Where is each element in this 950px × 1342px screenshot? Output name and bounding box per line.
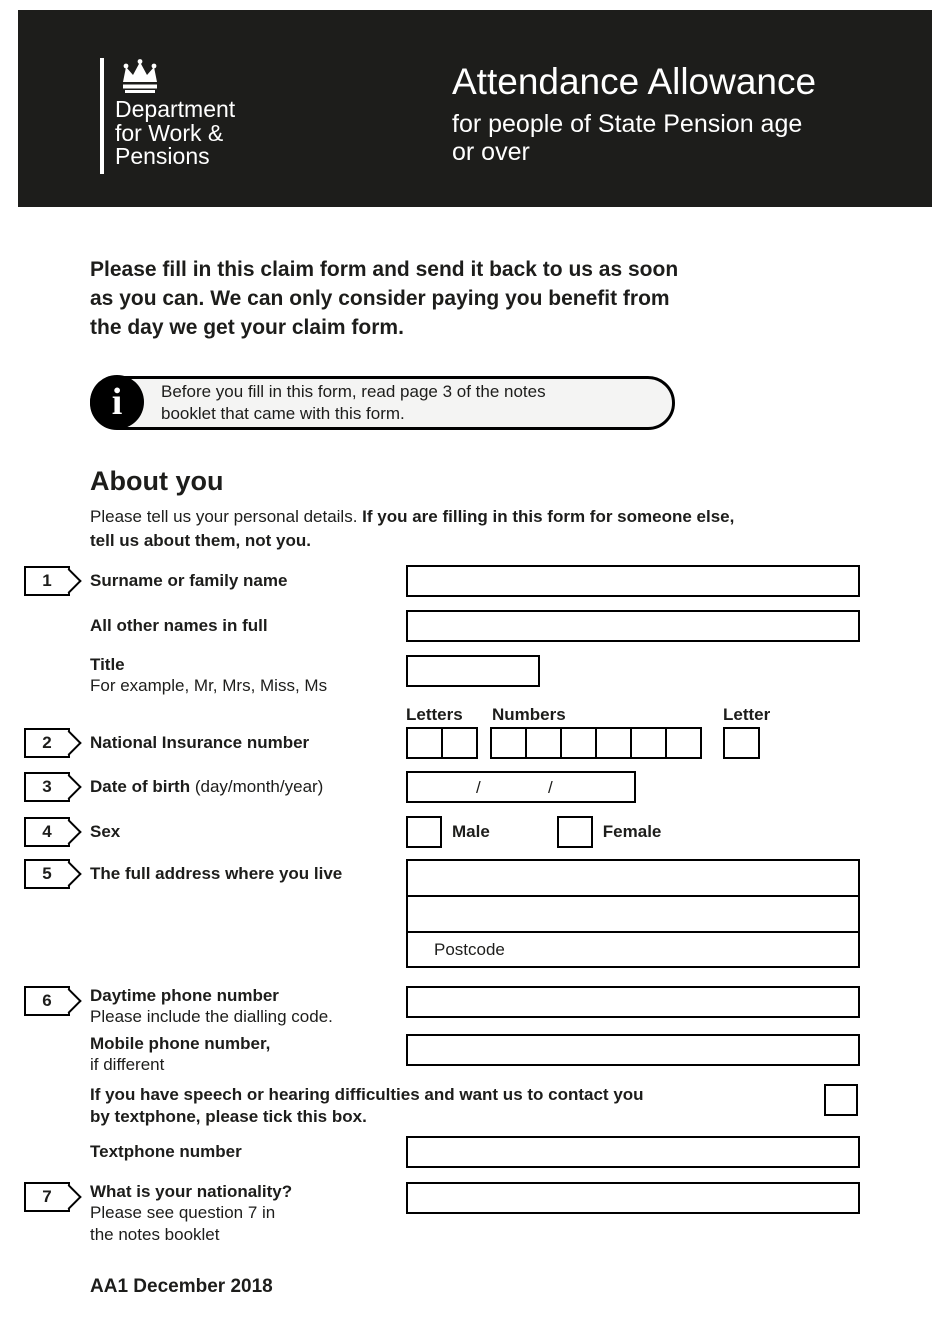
ni-number-box-4[interactable] [595,727,632,759]
other-names-label: All other names in full [90,616,268,635]
intro-line3: the day we get your claim form. [90,316,404,339]
ni-letter-box-1[interactable] [406,727,443,759]
ni-numbers-header: Numbers [492,705,566,724]
title-label: Title [90,655,125,674]
question-row-surname [24,565,950,597]
question-row-dob [24,771,950,803]
ni-number-box-3[interactable] [560,727,597,759]
section-heading-about-you: About you [90,466,224,496]
question-number-4: 4 [24,817,70,847]
info-callout [90,376,675,430]
nationality-hint-line1: Please see question 7 in [90,1203,276,1222]
question-row-daytime-phone [24,986,950,1028]
dept-name-line2: for Work & [115,119,224,146]
daytime-phone-label: Daytime phone number [90,986,279,1005]
intro-line1: Please fill in this claim form and send it back to us as soon [90,258,679,281]
ni-letter-box-2[interactable] [441,727,478,759]
textphone-notice-line2: by textphone, please tick this box. [90,1107,367,1126]
title-input[interactable] [406,655,540,687]
form-header [18,10,932,207]
postcode-label: Postcode [434,939,505,959]
address-line-1-input[interactable] [408,861,858,897]
intro-line2: as you can. We can only consider paying you benefit from [90,287,670,310]
sex-label: Sex [90,822,121,841]
dob-label [90,776,406,798]
question-number-6: 6 [24,986,70,1016]
mobile-phone-hint: if different [90,1055,165,1074]
form-id-footer: AA1 December 2018 [90,1276,273,1297]
address-label: The full address where you live [90,864,343,883]
ni-numbers-group [490,727,700,759]
dob-separator-1: / [476,778,481,797]
crown-icon [117,58,163,94]
info-text-line1: Before you fill in this form, read page 3 of the notes [161,382,546,401]
title-hint: For example, Mr, Mrs, Miss, Ms [90,676,328,695]
mobile-phone-label: Mobile phone number, [90,1034,271,1053]
logo-divider-bar [100,58,104,174]
nationality-label: What is your nationality? [90,1182,293,1201]
question-row-nationality [24,1182,950,1246]
about-intro-bold1: If you are filling in this form for someone else, [362,507,735,526]
dob-input[interactable] [406,771,636,803]
other-names-input[interactable] [406,610,860,642]
surname-input[interactable] [406,565,860,597]
dept-name-line3: Pensions [115,143,210,169]
ni-number-input-group [406,727,860,759]
surname-label: Surname or family name [90,571,288,590]
ni-letter-header: Letter [723,705,771,724]
about-intro-bold2: tell us about them, not you. [90,531,311,550]
daytime-phone-hint: Please include the dialling code. [90,1007,333,1026]
ni-number-box-6[interactable] [665,727,702,759]
ni-number-box-1[interactable] [490,727,527,759]
question-number-2: 2 [24,728,70,758]
dob-label-bold: Date of birth [90,777,191,796]
nationality-hint-line2: the notes booklet [90,1225,220,1244]
info-text-line2: booklet that came with this form. [161,404,405,423]
about-intro [90,505,950,553]
address-input-box [406,859,860,968]
question-row-address [24,859,950,968]
mobile-phone-input[interactable] [406,1034,860,1066]
female-label: Female [602,822,662,841]
question-number-3: 3 [24,772,70,802]
daytime-phone-input[interactable] [406,986,860,1018]
question-row-other-names [24,610,950,642]
about-intro-regular: Please tell us your personal details. [90,507,358,526]
ni-number-box-5[interactable] [630,727,667,759]
ni-number-label: National Insurance number [90,733,310,752]
form-subtitle-line2: or over [452,138,530,166]
male-label: Male [452,822,490,841]
dob-separator-2: / [548,778,553,797]
question-row-mobile-phone [24,1034,950,1076]
question-number-7: 7 [24,1182,70,1212]
form-subtitle-line1: for people of State Pension age [452,110,803,138]
question-row-sex [24,816,950,848]
question-number-5: 5 [24,859,70,889]
textphone-notice-line1: If you have speech or hearing difficulties and want us to contact you [90,1085,644,1104]
dept-name-line1: Department [115,96,236,122]
postcode-input[interactable] [408,933,858,966]
question-number-1: 1 [24,566,70,596]
ni-final-letter-box[interactable] [723,727,760,759]
ni-column-headers [406,705,950,725]
dwp-logo [100,58,235,174]
form-title: Attendance Allowance [452,61,817,102]
question-row-ni-number [24,727,950,759]
ni-letters-group [406,727,476,759]
ni-letters-header: Letters [406,705,463,724]
question-row-textphone-number [24,1136,950,1168]
address-line-2-input[interactable] [408,897,858,933]
intro-paragraph [90,255,950,342]
ni-number-box-2[interactable] [525,727,562,759]
female-checkbox[interactable] [557,816,593,848]
textphone-notice-row [90,1084,858,1128]
textphone-number-input[interactable] [406,1136,860,1168]
textphone-checkbox[interactable] [824,1084,858,1116]
nationality-input[interactable] [406,1182,860,1214]
textphone-number-label: Textphone number [90,1142,242,1161]
info-icon: i [90,375,144,429]
question-row-title [24,655,950,697]
dob-label-hint: (day/month/year) [194,777,324,796]
male-checkbox[interactable] [406,816,442,848]
